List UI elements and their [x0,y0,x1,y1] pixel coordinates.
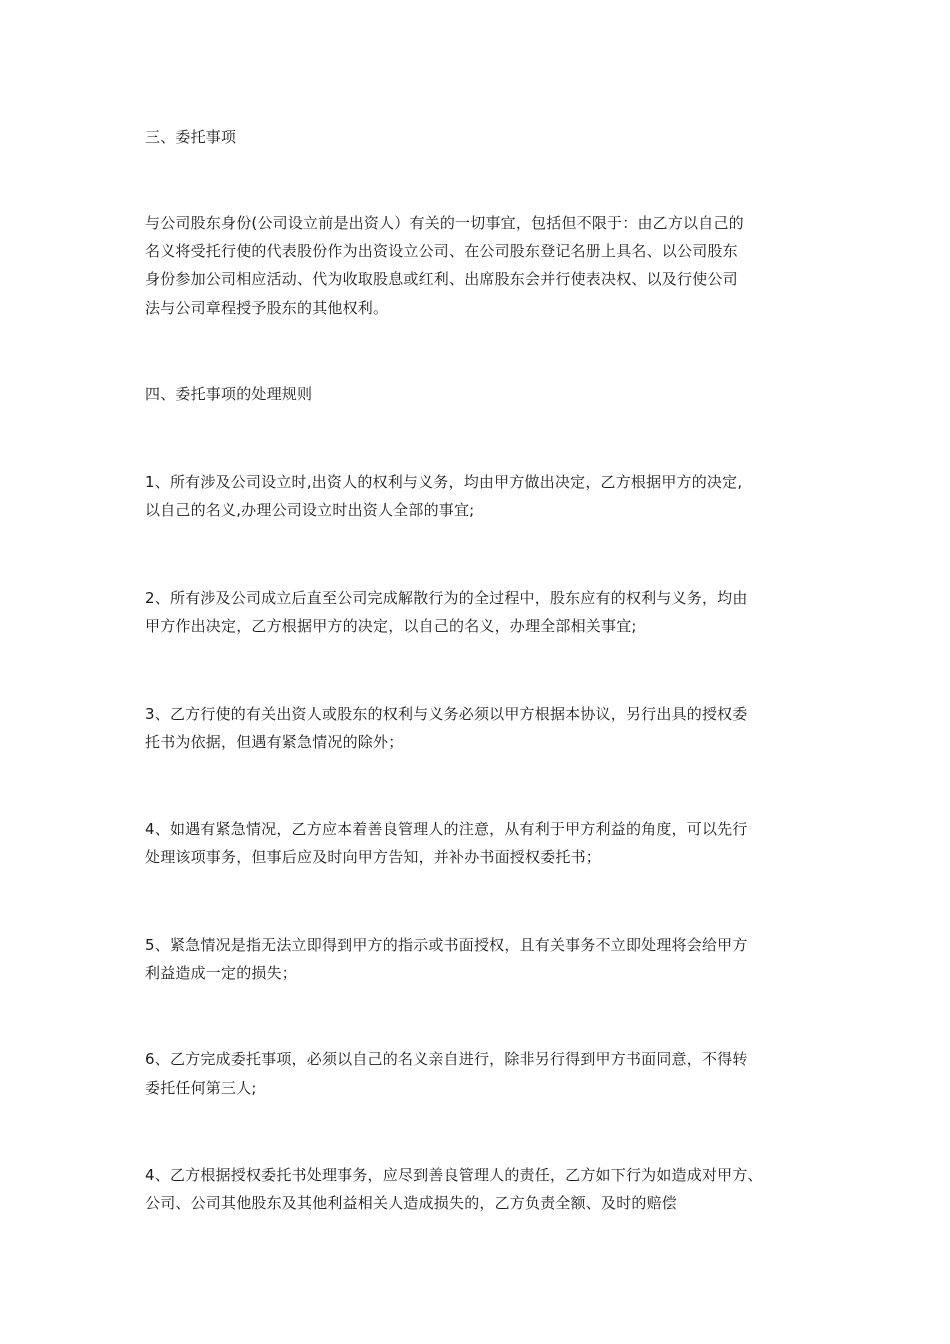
text-line: 身份参加公司相应活动、代为收取股息或红利、出席股东会并行使表决权、以及行使公司 [145,270,738,288]
text-line: 托书为依据，但遇有紧急情况的除外； [145,733,404,751]
text-line: 以自己的名义,办理公司设立时出资人全部的事宜; [145,501,475,519]
text-line: 3、乙方行使的有关出资人或股东的权利与义务必须以甲方根据本协议，另行出具的授权委 [145,705,748,723]
text-line: 利益造成一定的损失； [145,964,298,982]
section-heading-4: 四、委托事项的处理规则 [145,385,313,403]
text-line: 甲方作出决定，乙方根据甲方的决定，以自己的名义，办理全部相关事宜; [145,617,637,635]
text-line: 1、所有涉及公司设立时,出资人的权利与义务，均由甲方做出决定，乙方根据甲方的决定, [145,473,743,491]
text-line: 处理该项事务，但事后应及时向甲方告知，并补办书面授权委托书； [145,848,602,866]
text-line: 与公司股东身份(公司设立前是出资人）有关的一切事宜，包括但不限于：由乙方以自己的 [145,214,744,232]
text-line: 公司、公司其他股东及其他利益相关人造成损失的，乙方负责全额、及时的赔偿 [145,1194,678,1212]
text-line: 6、乙方完成委托事项，必须以自己的名义亲自进行，除非另行得到甲方书面同意，不得转 [145,1050,748,1068]
section-heading-3: 三、委托事项 [145,128,237,146]
text-line: 名义将受托行使的代表股份作为出资设立公司、在公司股东登记名册上具名、以公司股东 [145,242,738,260]
text-line: 2、所有涉及公司成立后直至公司完成解散行为的全过程中，股东应有的权利与义务，均由 [145,589,748,607]
text-line: 法与公司章程授予股东的其他权利。 [145,299,389,317]
text-line: 4、乙方根据授权委托书处理事务，应尽到善良管理人的责任，乙方如下行为如造成对甲方、 [145,1166,763,1184]
text-line: 5、紧急情况是指无法立即得到甲方的指示或书面授权，且有关事务不立即处理将会给甲方 [145,936,748,954]
text-line: 4、如遇有紧急情况，乙方应本着善良管理人的注意，从有利于甲方利益的角度，可以先行 [145,820,748,838]
text-line: 委托任何第三人; [145,1079,257,1097]
